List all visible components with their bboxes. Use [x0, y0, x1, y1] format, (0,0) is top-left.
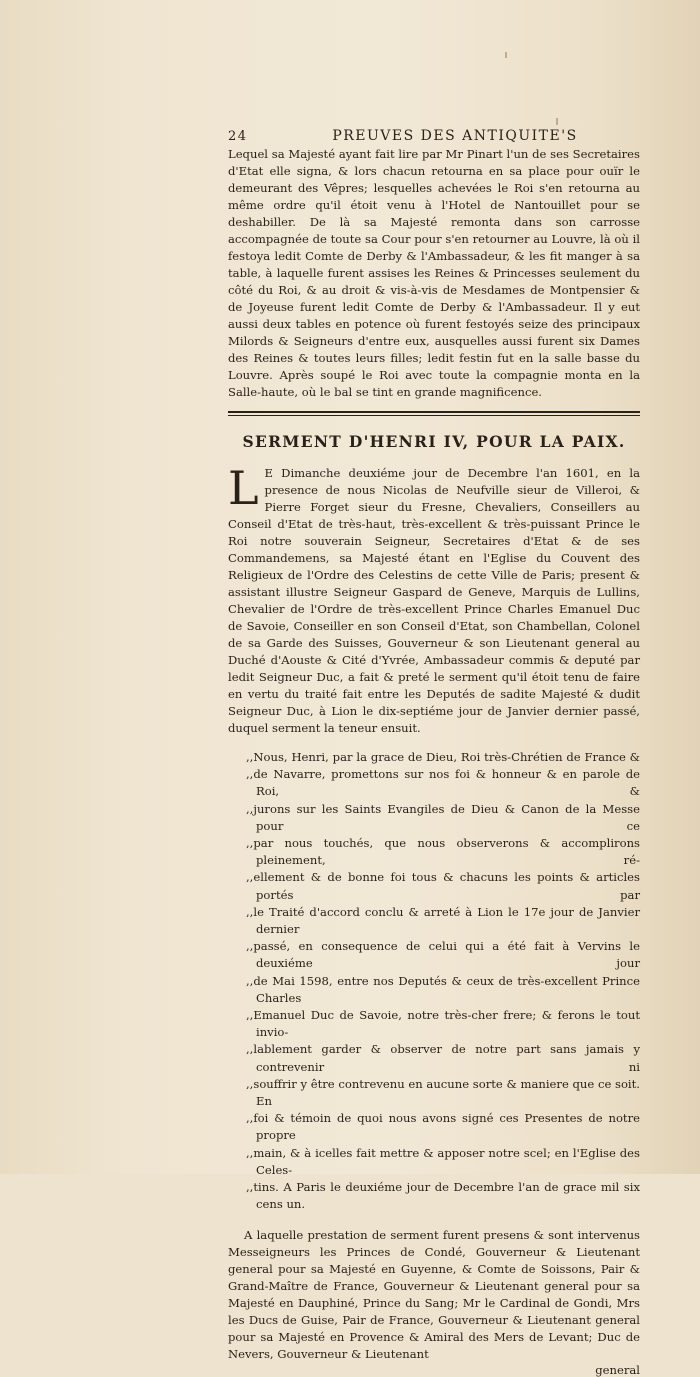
page-content — [228, 128, 640, 1377]
catchword: general — [595, 1363, 640, 1377]
oath-line: ,,ellement & de bonne foi tous & chacuns les points & articles portés par — [246, 870, 640, 902]
drop-cap: L — [228, 461, 259, 515]
oath-line: ,,jurons sur les Saints Evangiles de Dieu & Canon de la Messe pour ce — [246, 801, 640, 833]
oath-line: ,,par nous touchés, que nous observerons & accomplirons pleinement, ré- — [246, 836, 640, 868]
running-title: PREUVES DES ANTIQUITE'S — [332, 128, 578, 144]
oath-line: ,,main, & à icelles fait mettre & apposer notre scel; en l'Eglise des Celes- — [246, 1145, 640, 1177]
oath-text — [228, 749, 640, 1213]
oath-line: ,,lablement garder & observer de notre part sans jamais y contrevenir ni — [246, 1042, 640, 1074]
oath-line: ,,Nous, Henri, par la grace de Dieu, Roi très-Chrétien de France & — [246, 750, 640, 764]
page-header — [228, 128, 640, 144]
section-rule-top — [228, 411, 640, 413]
intro-paragraph: Lequel sa Majesté ayant fait lire par Mr Pinart l'un de ses Secretaires d'Etat elle signa, & lors chacun retourna en sa place pour ouïr le demeurant des Vêpres; lesquelles achevées le Roi s'en retourna au même ordre qu'il étoit venu à l'Hotel de Nantouillet pour se deshabiller. De là sa Majesté remonta dans son carrosse accompagnée de toute sa Cour pour s'en retourner au Louvre, là où il festoya ledit Comte de Derby & l'Ambassadeur, & les fit manger à sa table, à laquelle furent assises les Reines & Princesses seulement du côté du Roi, & au droit & vis-à-vis de Mesdames de Montpensier & de Joyeuse furent ledit Comte de Derby & l'Ambassadeur. Il y eut aussi deux tables en potence où furent festoyés seize des principaux Milords & Seigneurs d'entre eux, ausquelles aussi furent six Dames des Reines & toutes leurs filles; ledit festin fut en la salle basse du Louvre. Après soupé le Roi avec toute la compagnie monta en la Salle-haute, où le bal se tint en grande magnificence. — [228, 147, 640, 399]
oath-line: ,,Emanuel Duc de Savoie, notre très-cher frere; & ferons le tout invio- — [246, 1008, 640, 1040]
main-paragraph-text: E Dimanche deuxiéme jour de Decembre l'an 1601, en la presence de nous Nicolas de Neufville sieur de Villeroi, & Pierre Forget sieur du Fresne, Chevaliers, Conseillers au Conseil d'Etat de très-haut, très-excellent & très-puissant Prince le Roi notre souverain Seigneur, Secretaires d'Etat & de ses Commandemens, sa Majesté étant en l'Eglise du Couvent des Religieux de l'Ordre des Celestins de cette Ville de Paris; present & assistant illustre Seigneur Gaspard de Geneve, Marquis de Lullins, Chevalier de l'Ordre de très-excellent Prince Charles Emanuel Duc de Savoie, Conseiller en son Conseil d'Etat, son Chambellan, Colonel de sa Garde des Suisses, Gouverneur & son Lieutenant general au Duché d'Aouste & Cité d'Yvrée, Ambassadeur commis & deputé par ledit Seigneur Duc, a fait & preté le serment qu'il étoit tenu de faire en vertu du traité fait entre les Deputés de sadite Majesté & dudit Seigneur Duc, à Lion le dix-septiéme jour de Janvier dernier passé, duquel serment la teneur ensuit. — [228, 466, 640, 735]
section-rule-bottom — [228, 415, 640, 416]
paper-mark — [505, 52, 507, 58]
oath-line: ,,le Traité d'accord conclu & arreté à Lion le 17e jour de Janvier dernier — [246, 904, 640, 937]
main-paragraph — [228, 461, 640, 737]
oath-line: ,,foi & témoin de quoi nous avons signé ces Presentes de notre propre — [246, 1111, 640, 1143]
page-number: 24 — [228, 129, 248, 144]
witness-paragraph: A laquelle prestation de serment furent presens & sont intervenus Messeigneurs les Princes de Condé, Gouverneur & Lieutenant general pour sa Majesté en Guyenne, & Comte de Soissons, Pair & Grand-Maître de France, Gouverneur & Lieutenant general pour sa Majesté en Dauphiné, Prince du Sang; Mr le Cardinal de Gondi, Mrs les Ducs de Guise, Pair de France, Gouverneur & Lieutenant general pour sa Majesté en Provence & Amiral des Mers de Levant; Duc de Nevers, Gouverneur & Lieutenant — [228, 1228, 640, 1362]
paper-mark — [556, 118, 558, 125]
oath-line: ,,tins. A Paris le deuxiéme jour de Decembre l'an de grace mil six cens un. — [246, 1180, 640, 1212]
oath-line: ,,passé, en consequence de celui qui a été fait à Vervins le deuxiéme jour — [246, 939, 640, 971]
oath-line: ,,de Mai 1598, entre nos Deputés & ceux de très-excellent Prince Charles — [246, 973, 640, 1005]
oath-line: ,,de Navarre, promettons sur nos foi & honneur & en parole de Roi, & — [246, 767, 640, 799]
section-title: SERMENT D'HENRI IV, POUR LA PAIX. — [242, 432, 626, 451]
oath-line: ,,souffrir y être contrevenu en aucune sorte & maniere que ce soit. En — [246, 1076, 640, 1109]
